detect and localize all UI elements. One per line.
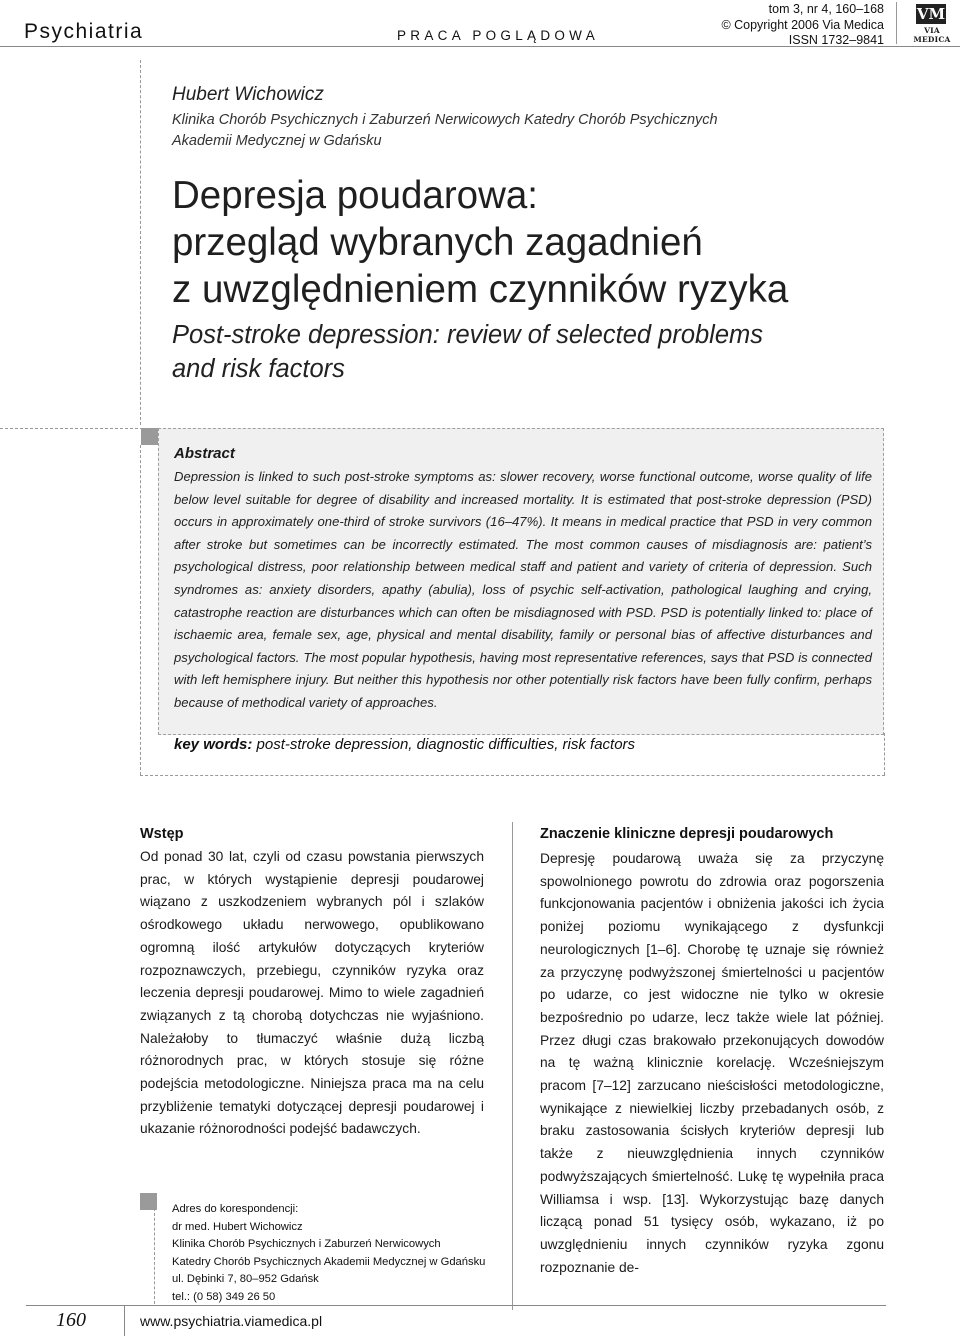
correspondence-name: dr med. Hubert Wichowicz xyxy=(172,1220,303,1233)
section-type: PRACA POGLĄDOWA xyxy=(397,28,600,43)
correspondence-label: Adres do korespondencji: xyxy=(172,1203,299,1215)
correspondence-address xyxy=(172,1201,492,1306)
guide-line-vertical xyxy=(884,733,885,775)
keywords-label: key words: xyxy=(174,736,253,753)
page-title xyxy=(172,172,892,313)
publisher-logo xyxy=(907,4,957,44)
title-line: Post-stroke depression: review of selected problems xyxy=(172,321,764,349)
keywords-list: post-stroke depression, diagnostic difficulties, risk factors xyxy=(252,736,636,753)
section-heading-intro: Wstęp xyxy=(140,826,184,842)
correspondence-phone: tel.: (0 58) 349 26 50 xyxy=(172,1290,276,1303)
title-line: z uwzględnieniem czynników ryzyka xyxy=(172,268,789,311)
footer-rule xyxy=(26,1305,886,1306)
issue-info xyxy=(690,2,884,49)
affiliation-line: Akademii Medycznej w Gdańsku xyxy=(172,133,382,149)
guide-line-vertical xyxy=(140,60,141,425)
guide-line-vertical xyxy=(154,1208,155,1304)
correspondence-line: Klinika Chorób Psychicznych i Zaburzeń Nerwicowych xyxy=(172,1238,441,1250)
affiliation-line: Klinika Chorób Psychicznych i Zaburzeń Nerwicowych Katedry Chorób Psychicznych xyxy=(172,112,718,128)
correspondence-street: ul. Dębinki 7, 80–952 Gdańsk xyxy=(172,1273,319,1285)
copyright-line xyxy=(690,18,884,34)
title-line: and risk factors xyxy=(172,355,345,383)
guide-line-horizontal xyxy=(140,775,885,776)
section-marker xyxy=(141,428,158,445)
journal-name: Psychiatria xyxy=(24,20,144,43)
logo-mark: VM xyxy=(916,5,946,23)
header-divider xyxy=(896,2,897,44)
english-title xyxy=(172,318,892,386)
abstract-heading: Abstract xyxy=(174,445,235,462)
author-name: Hubert Wichowicz xyxy=(172,84,324,105)
header-rule xyxy=(0,46,960,47)
section-heading-clinical: Znaczenie kliniczne depresji poudarowych xyxy=(540,826,834,842)
copyright-text: Copyright 2006 Via Medica xyxy=(734,17,884,32)
issue-volume: tom 3, nr 4, 160–168 xyxy=(768,2,884,16)
guide-line-horizontal xyxy=(0,428,158,429)
copyright-icon: © xyxy=(721,17,735,32)
correspondence-line: Katedry Chorób Psychicznych Akademii Medycznej w Gdańsku xyxy=(172,1255,486,1268)
keywords xyxy=(174,736,635,753)
intro-text: Od ponad 30 lat, czyli od czasu powstania pierwszych prac, w których wystąpienie depresji poudarowej wiązano z uszkodzeniem wybranych pól i szlaków ośrodkowego układu nerwowego, opublikowano ogromną ilość artykułów dotyczących kryteriów rozpoznawczych, przebiegu, czynników ryzyka oraz leczenia depresji poudarowej. Mimo to wiele zagadnień związanych z tą chorobą dotychczas nie wyjaśniono. Należałoby to tłumaczyć właśnie dużą liczbą różnorodnych prac, w których stosuje się różne podejścia metodologiczne. Niniejsza praca ma na celu przybliżenie tematyki dotyczącej depresji poudarowej i ukazanie różnorodności podejść badawczych. xyxy=(140,849,484,1137)
page-number: 160 xyxy=(56,1309,86,1331)
guide-line-vertical xyxy=(140,445,141,775)
title-line: przegląd wybranych zagadnień xyxy=(172,221,703,264)
column-separator xyxy=(512,822,513,1310)
clinical-text: Depresję poudarową uważa się za przyczynę spowolnionego powrotu do zdrowia oraz pogorszenia funkcjonowania pacjentów i obniżenia jakości ich życia poniżej poziomu wynikającego z dysfunkcji neurologicznych [1–6]. Chorobę tę uznaje się również za przyczynę podwyższonej śmiertelności u pacjentów po udarze, co jest widoczne nie tylko w okresie bezpośrednio po udarze, lecz także wiele lat później. Przez długi czas brakowało przekonujących dowodów na tę ważną klinicznie korelację. Wcześniejszym pracom [7–12] zarzucano nieścisłości metodologiczne, wynikające z niewielkiej liczby przebadanych osób, z braku zastosowania ścisłych kryteriów depresji lub także z nieuwzględnienia innych czynników podwyższających śmiertelność. Lukę tę wypełniła praca Williamsa i wsp. [13]. Wykorzystując bazę danych liczącą ponad 51 tysięcy osób, wykazano, iż po uwzględnieniu innych czynników ryzyka zgonu rozpoznanie de- xyxy=(540,851,884,1275)
issn: ISSN 1732–9841 xyxy=(788,33,884,47)
website-link[interactable]: www.psychiatria.viamedica.pl xyxy=(140,1313,323,1329)
abstract-text: Depression is linked to such post-stroke symptoms as: slower recovery, worse functional outcome, worse quality of life below level suitable for degree of disability and increased mortality. It is estimated that post-stroke depression (PSD) occurs in approximately one-third of stroke survivors (16–47%). It means in medical practice that PSD in very common after stroke but sometimes can be incorrectly estimated. The most common causes of misdiagnosis are: patient’s psychological distress, poor relationship between medical staff and patient and variety of criteria of depression. Such syndromes as: anxiety disorders, apathy (abulia), loss of psychic self-activation, pathological laughing and crying, catastrophe reaction are disturbances which can often be misdiagnosed with PSD. PSD is potentially linked to: place of ischaemic area, female sex, age, physical and mental disability, family or personal bias of affective disturbances and psychological factors. The most popular hypothesis, having most representative references, says that PSD is connected with left hemisphere injury. But neither this hypothesis nor other potentially risk factors have been fully confirm, perhaps because of methodical variety of approaches. xyxy=(174,469,872,710)
author-affiliation xyxy=(172,110,792,152)
title-line: Depresja poudarowa: xyxy=(172,174,538,217)
logo-name: VIA MEDICA xyxy=(913,26,951,44)
